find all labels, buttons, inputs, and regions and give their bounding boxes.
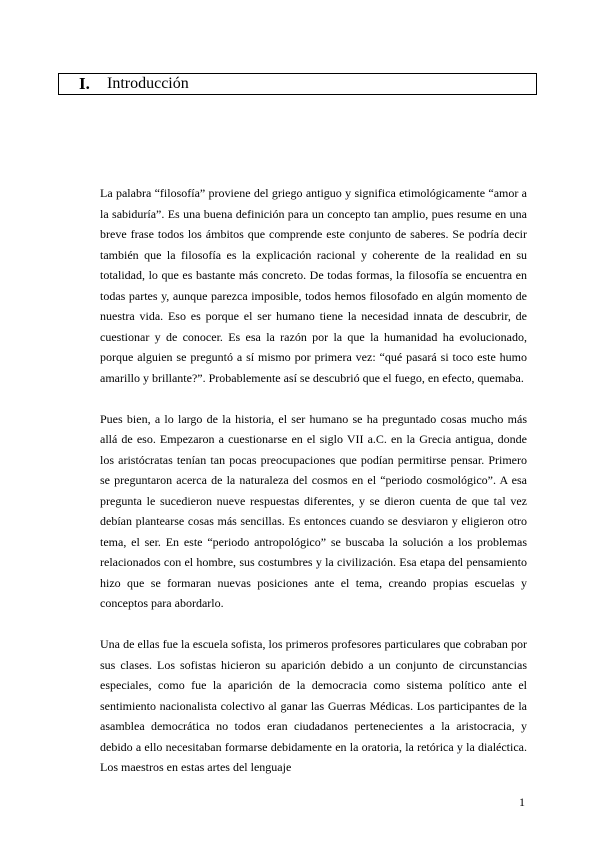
paragraph-2: Pues bien, a lo largo de la historia, el ser humano se ha preguntado cosas mucho más allá de eso. Empezaron a cuestionarse en el siglo VII a.C. en la Grecia antigua, donde los aristócratas tenían tan pocas preocupaciones que podían permitirse pensar. Primero se preguntaron acerca de la naturaleza del cosmos en el “periodo cosmológico”. A esa pregunta le sucedieron nueve respuestas diferentes, y se dieron cuenta de que tal vez debían plantearse cosas más sencillas. Es entonces cuando se desviaron y eligieron otro tema, el ser. En este “periodo antropológico” se buscaba la solución a los problemas relacionados con el hombre, sus costumbres y la civilización. Esa etapa del pensamiento hizo que se formaran nuevas posiciones ante el tema, creando propias escuelas y conceptos para abordarlo.: [100, 411, 527, 610]
paragraph-1: La palabra “filosofía” proviene del griego antiguo y significa etimológicamente “amor a la sabiduría”. Es una buena definición para un concepto tan amplio, pues resume en una breve frase todos los ámbitos que comprende este conjunto de saberes. Se podría decir también que la filosofía es la explicación racional y coherente de la realidad en su totalidad, lo que es bastante más concreto. De todas formas, la filosofía se encuentra en todas partes y, aunque parezca imposible, todos hemos filosofado en algún momento de nuestra vida. Eso es porque el ser humano tiene la necesidad innata de descubrir, de cuestionar y de conocer. Es esa la razón por la que la humanidad ha evolucionado, porque alguien se preguntó a sí mismo por primera vez: “qué pasará si toco este humo amarillo y brillante?”. Probablemente así se descubrió que el fuego, en efecto, quemaba.: [100, 186, 527, 385]
page-number: 1: [519, 795, 525, 809]
section-heading: [58, 73, 537, 95]
section-title: Introducción: [107, 75, 189, 92]
body-text: [100, 183, 527, 778]
section-number: I.: [79, 74, 90, 93]
paragraph-3: Una de ellas fue la escuela sofista, los primeros profesores particulares que cobraban por sus clases. Los sofistas hicieron su aparición debido a un conjunto de circunstancias especiales, como fue la aparición de la democracia como sistema político ante el sentimiento nacionalista colectivo al ganar las Guerras Médicas. Los participantes de la asamblea democrática no todos eran ciudadanos pertenecientes a la aristocracia, y debido a ello necesitaban formarse debidamente en la oratoria, la retórica y la dialéctica. Los maestros en estas artes del lenguaje: [100, 637, 527, 774]
